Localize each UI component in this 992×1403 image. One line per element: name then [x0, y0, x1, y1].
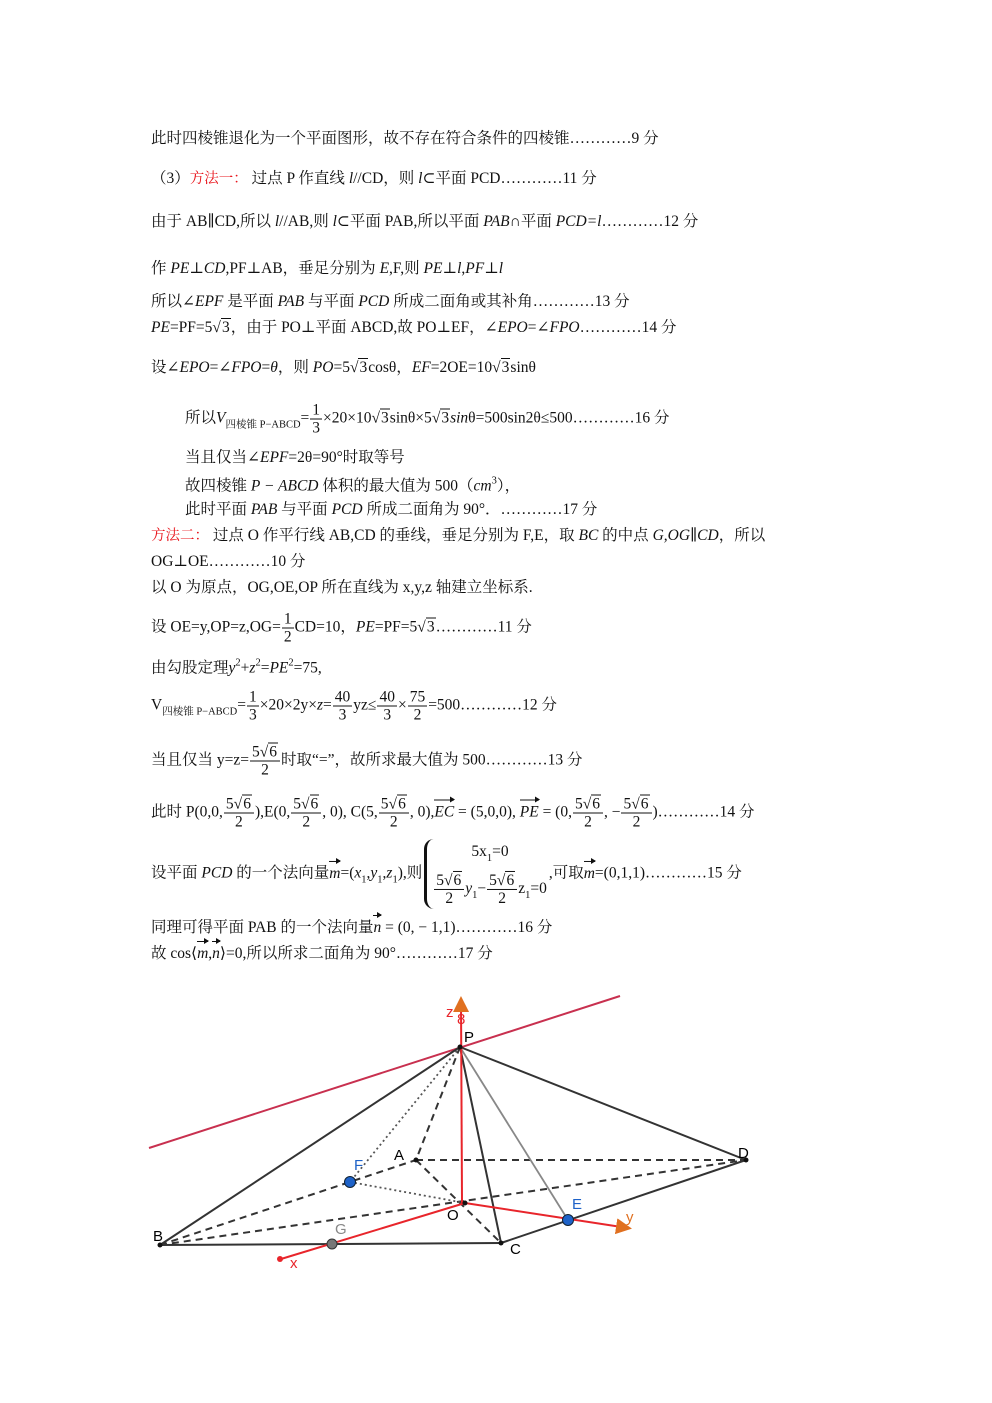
- text: …………14 分: [579, 319, 677, 336]
- math-italic: PE: [423, 260, 443, 277]
- math-italic: EPO: [497, 319, 528, 336]
- math-italic: V: [216, 409, 226, 427]
- text: 5: [252, 743, 260, 761]
- text: ⊥: [442, 260, 458, 277]
- text: =∠: [527, 319, 550, 336]
- math-italic: PAB: [250, 501, 278, 518]
- text: 1: [312, 401, 321, 419]
- label-A: A: [394, 1147, 405, 1164]
- math-italic: θ: [270, 359, 278, 376]
- text: = (5,0,0),: [454, 803, 520, 821]
- math-italic: EPO: [179, 359, 210, 376]
- text: 3: [249, 706, 257, 724]
- text: 2: [235, 813, 243, 831]
- text: 2: [283, 628, 292, 646]
- label-P: P: [464, 1029, 475, 1046]
- text: =2θ=90°时取等号: [288, 449, 405, 466]
- text: //CD，则: [353, 170, 419, 187]
- segment-PE: [460, 1047, 568, 1220]
- text: 2: [389, 813, 398, 831]
- text: 所以: [185, 409, 217, 427]
- math-italic: y: [370, 864, 378, 882]
- math-italic: z: [386, 864, 393, 882]
- text: 2: [445, 889, 454, 907]
- text: //AB,则: [279, 213, 333, 230]
- radicand: 3: [501, 359, 510, 376]
- radicand: 3: [381, 409, 389, 427]
- math-italic: PCD: [358, 293, 390, 310]
- text: 5x: [471, 842, 487, 860]
- text: ，所以: [718, 527, 766, 544]
- text: =: [237, 696, 247, 714]
- point-G: [327, 1239, 337, 1249]
- text: 当且仅当∠: [185, 449, 260, 466]
- math-italic: PE: [355, 618, 375, 636]
- text: 5: [489, 871, 497, 889]
- label-z-number: 8: [457, 1011, 466, 1028]
- text: 2: [584, 813, 592, 831]
- text: …………12 分: [601, 213, 699, 230]
- math-italic: PE: [170, 260, 190, 277]
- math-italic: G,OG∥CD: [652, 527, 719, 544]
- z-axis: [461, 1000, 462, 1203]
- label-D: D: [738, 1145, 749, 1162]
- text: =: [323, 696, 332, 714]
- text: 由勾股定理: [151, 659, 229, 677]
- text: 5: [380, 795, 389, 813]
- text: 的一个法向量: [232, 864, 330, 882]
- text: ×20×10: [323, 409, 372, 427]
- text: = (0, − 1,1)…………16 分: [381, 919, 553, 936]
- text: ⊥: [484, 260, 499, 277]
- text: 所成二面角或其补角…………13 分: [389, 293, 630, 310]
- text: ),E(0,: [254, 803, 291, 821]
- text: 过点 O 作平行线 AB,CD 的垂线，垂足分别为 F,E，取: [209, 527, 579, 544]
- vector: m: [329, 860, 340, 884]
- label-G: G: [335, 1221, 347, 1238]
- method-heading: 方法一：: [189, 171, 248, 187]
- vector: m: [584, 860, 595, 884]
- math-italic: PCD=l: [555, 213, 602, 230]
- radicand: 3: [441, 409, 450, 427]
- text: ,: [208, 945, 213, 962]
- math-italic: z: [249, 659, 256, 677]
- text: 3: [383, 706, 392, 724]
- text: ),则: [397, 864, 423, 882]
- text: ∩平面: [509, 213, 556, 230]
- radicand: 3: [359, 359, 368, 376]
- text: ，则: [277, 359, 313, 376]
- radicand: 6: [453, 871, 462, 889]
- radicand: 3: [221, 319, 230, 336]
- math-italic: EPF: [195, 293, 224, 310]
- text: , −: [603, 803, 621, 821]
- text: =: [260, 659, 270, 677]
- text: 2: [261, 761, 269, 779]
- text: , 0), C(5,: [322, 803, 378, 821]
- text: 2: [632, 813, 641, 831]
- text: 以 O 为原点，OG,OE,OP 所在直线为 x,y,z 轴建立坐标系.: [151, 579, 533, 596]
- text: ×20×2y×: [259, 696, 317, 714]
- text: −: [477, 880, 487, 898]
- radicand: 6: [592, 795, 600, 813]
- line-l: [149, 996, 620, 1148]
- label-O: O: [447, 1207, 459, 1224]
- vector: n: [212, 940, 220, 964]
- text: =: [261, 359, 271, 376]
- math-italic: l: [332, 213, 337, 230]
- radicand: 6: [506, 871, 515, 889]
- text: 设∠: [151, 359, 180, 376]
- text: 此时 P(0,0,: [151, 803, 223, 821]
- text: 1: [249, 688, 257, 706]
- radicand: 6: [640, 795, 649, 813]
- superscript: 3: [491, 475, 497, 487]
- text: =PF=5: [169, 319, 213, 336]
- radicand: 3: [426, 618, 435, 636]
- text: V: [151, 696, 163, 714]
- text: ,: [461, 260, 466, 277]
- math-italic: cm: [473, 477, 492, 495]
- x-axis-end: [277, 1256, 283, 1262]
- subscript: 1: [377, 874, 383, 886]
- text: +: [240, 659, 250, 677]
- text: ,: [382, 864, 387, 882]
- point-F: [345, 1177, 356, 1188]
- text: ，由于 PO⊥平面 ABCD,故 PO⊥EF，∠: [230, 319, 498, 336]
- math-italic: CD: [203, 260, 226, 277]
- text: 3: [312, 419, 321, 437]
- text: 此时四棱锥退化为一个平面图形，故不存在符合条件的四棱锥…………9 分: [151, 130, 659, 147]
- text: ,: [366, 864, 371, 882]
- text: =0: [492, 842, 509, 860]
- math-italic: EF: [411, 359, 431, 376]
- text: 40: [379, 688, 395, 706]
- math-italic: z: [317, 696, 324, 714]
- math-italic: PAB: [483, 213, 510, 230]
- subscript: 1: [525, 890, 531, 902]
- x-axis: [281, 1203, 465, 1259]
- text: 是平面: [223, 293, 278, 310]
- text: 40: [334, 688, 351, 706]
- text: cosθ，: [368, 359, 412, 376]
- math-italic: PCD: [331, 501, 363, 518]
- text: 设 OE=y,OP=z,OG=: [151, 618, 281, 636]
- math-italic: PO: [312, 359, 334, 376]
- text: θ=500sin2θ≤500…………16 分: [468, 409, 670, 427]
- text: 的中点: [598, 527, 653, 544]
- dotted-lines: [350, 1047, 465, 1203]
- text: ,PF⊥AB，垂足分别为: [225, 260, 380, 277]
- math-italic: l: [418, 170, 423, 187]
- text: ⟩=0,所以所求二面角为 90°…………17 分: [219, 945, 493, 962]
- superscript: 2: [255, 657, 261, 669]
- label-E: E: [572, 1196, 583, 1213]
- label-y: y: [626, 1209, 634, 1226]
- text: ,F,则: [389, 260, 424, 277]
- text: 2: [498, 889, 507, 907]
- radicand: 6: [243, 795, 251, 813]
- text: 故四棱锥: [185, 477, 251, 495]
- math-italic: PE: [151, 319, 170, 336]
- subscript: 1: [472, 890, 478, 902]
- subscript: 四棱锥 P−ABCD: [162, 706, 238, 718]
- math-italic: EPF: [260, 449, 289, 466]
- math-italic: PCD: [201, 864, 233, 882]
- text: yz≤: [353, 696, 377, 714]
- text: =: [300, 409, 310, 427]
- radicand: 6: [269, 743, 278, 761]
- text: 5: [293, 795, 301, 813]
- text: 2: [413, 706, 422, 724]
- label-x: x: [290, 1255, 298, 1272]
- text: , 0),: [409, 803, 435, 821]
- text: （3）: [151, 170, 190, 187]
- text: ×: [397, 696, 407, 714]
- radicand: 6: [398, 795, 406, 813]
- text: 所以∠: [151, 293, 195, 310]
- text: 1: [283, 610, 292, 628]
- text: =PF=5: [374, 618, 418, 636]
- math-italic: PF: [465, 260, 485, 277]
- method-heading: 方法二：: [151, 528, 209, 544]
- point-E: [563, 1215, 574, 1226]
- math-italic: l: [274, 213, 280, 230]
- math-italic: FPO: [231, 359, 262, 376]
- text: =0: [530, 880, 547, 898]
- math-italic: x: [354, 864, 362, 882]
- vector: n: [373, 914, 381, 938]
- superscript: 2: [235, 657, 241, 669]
- vector: EC: [434, 799, 454, 823]
- label-F: F: [354, 1157, 364, 1174]
- math-italic: sin: [450, 409, 469, 427]
- math-italic: BC: [578, 527, 599, 544]
- subscript: 1: [361, 874, 367, 886]
- text: =75,: [293, 659, 322, 677]
- text: sinθ: [510, 359, 536, 376]
- text: 5: [225, 795, 234, 813]
- text: 所成二面角为 90°．…………17 分: [362, 501, 598, 518]
- text: = (0,: [538, 803, 572, 821]
- text: )…………14 分: [652, 803, 755, 821]
- text: ⊂平面 PAB,所以平面: [336, 213, 484, 230]
- math-italic: l: [498, 260, 504, 277]
- math-italic: PAB: [277, 293, 305, 310]
- text: 2: [302, 813, 311, 831]
- text: 5: [623, 795, 632, 813]
- math-italic: l: [348, 170, 354, 187]
- text: =2OE=10: [430, 359, 493, 376]
- text: ,可取: [548, 864, 584, 882]
- math-italic: PE: [269, 659, 289, 677]
- text: 过点 P 作直线: [247, 170, 349, 187]
- label-C: C: [510, 1241, 521, 1258]
- label-z: z: [446, 1004, 454, 1021]
- subscript: 1: [486, 852, 493, 864]
- text: 与平面: [304, 293, 359, 310]
- vector: PE: [520, 799, 539, 823]
- math-italic: P − ABCD: [250, 477, 319, 495]
- math-italic: FPO: [549, 319, 580, 336]
- text: =500…………12 分: [428, 696, 558, 714]
- math-italic: y: [465, 880, 473, 898]
- text: ），: [496, 477, 521, 495]
- text: CD=10，: [294, 618, 356, 636]
- text: 当且仅当 y=z=: [151, 751, 249, 769]
- vector: m: [197, 940, 208, 964]
- text: 3: [338, 706, 347, 724]
- text: =(0,1,1)…………15 分: [594, 864, 742, 882]
- text: …………11 分: [435, 618, 532, 636]
- text: z: [518, 880, 526, 898]
- math-italic: l: [457, 260, 462, 277]
- text: 75: [409, 688, 426, 706]
- text: 5: [436, 871, 445, 889]
- subscript: 1: [392, 874, 398, 886]
- subscript: 四棱锥 P−ABCD: [225, 419, 301, 431]
- text: 体积的最大值为 500（: [318, 477, 474, 495]
- text: =∠: [209, 359, 232, 376]
- text: 故 cos⟨: [151, 945, 198, 962]
- text: 此时平面: [185, 501, 251, 518]
- text: OG⊥OE…………10 分: [151, 553, 306, 570]
- math-italic: E: [379, 260, 390, 277]
- text: ⊥: [189, 260, 204, 277]
- text: =5: [333, 359, 350, 376]
- radicand: 6: [310, 795, 319, 813]
- text: =(: [340, 864, 355, 882]
- text: sinθ×5: [389, 409, 432, 427]
- y-axis: [465, 1203, 628, 1228]
- math-italic: y: [228, 659, 236, 677]
- text: ⊂平面 PCD…………11 分: [422, 170, 597, 187]
- text: 时取“=”，故所求最大值为 500…………13 分: [281, 751, 583, 769]
- text: 同理可得平面 PAB 的一个法向量: [151, 919, 374, 936]
- text: 由于 AB∥CD,所以: [151, 213, 275, 230]
- text: 设平面: [151, 864, 202, 882]
- text: 5: [574, 795, 583, 813]
- superscript: 2: [288, 657, 294, 669]
- text: 与平面: [277, 501, 332, 518]
- text: 作: [151, 260, 171, 277]
- label-B: B: [153, 1228, 164, 1245]
